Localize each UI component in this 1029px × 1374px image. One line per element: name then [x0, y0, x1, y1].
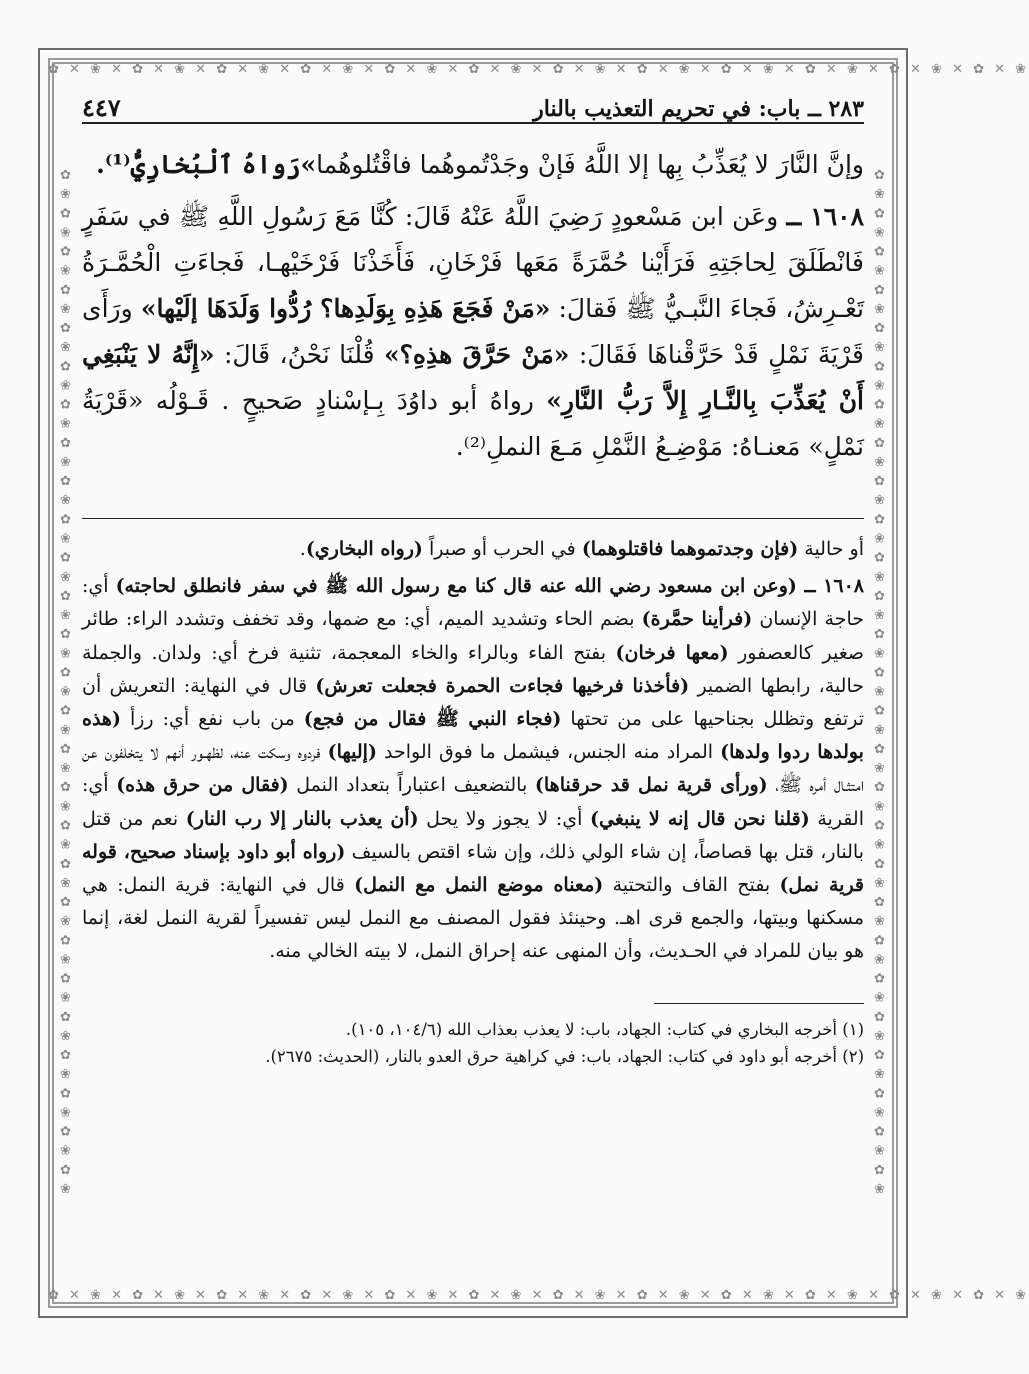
border-ornament-bottom: ✿ ✕ ❀ ✕ ✿ ✕ ❀ ✕ ✿ ✕ ❀ ✕ ✿ ✕ ❀ ✕ ✿ ✕ ❀ ✕ ✿ ✕ ❀ ✕ ✿ ✕ ❀ ✕ ✿ ✕ ❀ ✕ ✿ ✕ ❀ ✕ ✿ ✕ ❀ ✕ ✿ ✕ ❀ ✕ ✿ ✕ ❀ — [48, 1288, 1029, 1303]
commentary-quoted-text: (رواه أبو داود بإسناد صحيح، قوله قرية نمل) — [82, 840, 865, 897]
commentary-quoted-text: (فإن وجدتموهما فاقتلوهما) — [581, 538, 799, 560]
chapter-title: ٢٨٣ ــ باب: في تحريم التعذيب بالنار — [533, 96, 864, 122]
commentary-quoted-text: (وعن ابن مسعود رضي الله عنه قال كنا مع رسول الله ﷺ في سفر فانطلق لحاجته) — [115, 575, 797, 598]
hadith-quote: «مَنْ فَجَعَ هَذِهِ بِوَلَدِها؟ رُدُّوا وَلَدَهَا إلَيْها» — [140, 294, 551, 323]
hadith-text-segment: وإنَّ النَّارَ لا يُعَذِّبُ بِها إلا اللَّهُ فَإنْ وجَدْتُموهُما فاقْتُلوهُما — [316, 150, 864, 179]
hadith-number: ١٦٠٨ ــ — [786, 202, 864, 231]
commentary-quoted-text: (ورأى قرية نمل قد حرقناها) — [534, 774, 768, 797]
hadith-text-segment: وعَن ابن مَسْعودٍ رَضِيَ اللَّهُ عَنْهُ قَالَ: كُنَّا مَعَ رَسُولِ اللَّهِ ﷺ في سَفَرٍ فَانْطَلَقَ لِحاجَتِهِ فَرَأَيْنا حُمَّرَةً مَعَها فَرْخَانِ، فَأَخَذْنَا فَرْخَيْهـا، فَجاءَتِ الْحُمَّـرَةُ تَعْـرِشُ، فَجاءَ النَّبـيُّ ﷺ فَقالَ: — [82, 202, 865, 323]
footnote-1: (١) أخرجه البخاري في كتاب: الجهاد، باب: لا يعذب بعذاب الله (١٠٤/٦، ١٠٥). — [345, 1019, 864, 1039]
hadith-text-segment: رواهُ أبو داوُدَ بِـإسْنادٍ صَحيحٍ . قَـوْلُه «قَرْيَةُ نَمْلٍ» مَعنـاهُ: مَوْضِـعُ النَّمْلِ مَـعَ النملِ⁽²⁾. — [82, 386, 864, 461]
commentary-quoted-text: (رواه البخاري) — [305, 538, 423, 560]
commentary-text: بفتح الفاء وبالراء والخاء المعجمة، تثنية فرخ أي: ولدان. والجملة حالية، رابطها الضمير — [82, 641, 864, 697]
hadith-paragraph-continuation — [82, 142, 864, 188]
footnote-2: (٢) أخرجه أبو داود في كتاب: الجهاد، باب: في كراهية حرق العدو بالنار، (الحديث: ٢٦٧٥). — [265, 1046, 864, 1066]
hadith-text-segment: قُلْنَا نَحْنُ، قَالَ: — [223, 340, 375, 369]
border-ornament-top: ✿ ✕ ❀ ✕ ✿ ✕ ❀ ✕ ✿ ✕ ❀ ✕ ✿ ✕ ❀ ✕ ✿ ✕ ❀ ✕ ✿ ✕ ❀ ✕ ✿ ✕ ❀ ✕ ✿ ✕ ❀ ✕ ✿ ✕ ❀ ✕ ✿ ✕ ❀ ✕ ✿ ✕ ❀ ✕ ✿ ✕ ❀ — [48, 62, 1029, 77]
hadith-paragraph-1608 — [82, 194, 864, 470]
commentary-quoted-text: (قلنا نحن قال إنه لا ينبغي) — [590, 807, 810, 830]
footnote-divider — [654, 1003, 864, 1004]
commentary-text: من باب نفع أي: رزأ — [120, 708, 304, 731]
commentary-text: . — [299, 538, 306, 560]
commentary-text: بضم الحاء وتشديد الميم، أي: مع ضمها، وقد تخفف وتشدد الراء: طائر صغير كالعصفور — [82, 608, 864, 664]
commentary-text: المراد منه الجنس، فيشمل ما فوق الواحد — [376, 741, 721, 764]
hadith-quote: «إِنَّهُ لا يَنْبَغِي أَنْ يُعَذِّبَ بِالنَّـارِ إِلاَّ رَبُّ النَّارِ» — [82, 340, 864, 415]
commentary-text: بفتح القاف والتحتية — [603, 874, 780, 897]
hadith-text-segment: ورَأَى قَرْيَةَ نَمْلٍ قَدْ حَرَّقْناهَا فَقَالَ: — [82, 294, 865, 369]
page-header — [82, 82, 864, 124]
commentary-paragraph — [82, 533, 864, 566]
hadith-quote: «مَنْ حَرَّقَ هذِهِ؟» — [384, 340, 570, 369]
commentary-text: أي: حاجة الإنسان — [82, 575, 865, 631]
commentary-text: أي: القرية — [82, 774, 864, 830]
commentary-quoted-text: (أن يعذب بالنار إلا رب النار) — [185, 807, 419, 830]
commentary-quoted-text: (إليها) — [327, 741, 377, 764]
page-number: ٤٤٧ — [82, 93, 121, 122]
commentary-divider — [82, 518, 864, 519]
commentary-text: قال في النهاية: قرية النمل: هي مسكنها وبيتها، والجمع قرى اهـ. وحينئذ فقول المصنف مع النمل ليس تفسيراً لقرية النمل لغة، إنما هو بيان للمراد في الحـديث، وأن المنهى عنه إحراق النمل، لا بيته الخالي منه. — [82, 874, 864, 963]
border-ornament-right: ✿ ❀ ✿ ❀ ✿ ❀ ✿ ❀ ✿ ❀ ✿ ❀ ✿ ❀ ✿ ❀ ✿ ❀ ✿ ❀ ✿ ❀ ✿ ❀ ✿ ❀ ✿ ❀ ✿ ❀ ✿ ❀ ✿ ❀ ✿ ❀ ✿ ❀ ✿ ❀ ✿ ❀ ✿ ❀ ✿ ❀ ✿ ❀ ✿ ❀ ✿ ❀ ✿ ❀ — [872, 168, 887, 1198]
commentary-quoted-text: (معها فرخان) — [615, 641, 729, 664]
commentary-text: فردوه وسكت عنه، لظهـور أنهم لا يتخلفون عن امتثـال أمره ﷺ، — [82, 741, 865, 797]
commentary-paragraph — [82, 570, 864, 968]
commentary-text: نعم من قتل بالنار، قتل بها قصاصاً، إن شاء الولي ذلك، وإن شاء اقتص بالسيف — [82, 807, 864, 863]
commentary-quoted-text: (فأخذنا فرخيها فجاءت الحمرة فجعلت تعرش) — [315, 674, 690, 697]
commentary-quoted-text: (فجاء النبي ﷺ فقال من فجع) — [303, 708, 562, 731]
hadith-text — [82, 142, 864, 470]
commentary-quoted-text: (فقال من حرق هذه) — [116, 774, 289, 797]
commentary-quoted-text: (معناه موضع النمل مع النمل) — [354, 874, 604, 897]
footnotes-section — [82, 1016, 864, 1070]
commentary-text: أو حالية — [798, 538, 864, 560]
border-ornament-left: ✿ ❀ ✿ ❀ ✿ ❀ ✿ ❀ ✿ ❀ ✿ ❀ ✿ ❀ ✿ ❀ ✿ ❀ ✿ ❀ ✿ ❀ ✿ ❀ ✿ ❀ ✿ ❀ ✿ ❀ ✿ ❀ ✿ ❀ ✿ ❀ ✿ ❀ ✿ ❀ ✿ ❀ ✿ ❀ ✿ ❀ ✿ ❀ ✿ ❀ ✿ ❀ ✿ ❀ — [58, 168, 73, 1198]
commentary-quoted-text: ١٦٠٨ ــ — [796, 575, 864, 598]
commentary-text: في الحرب أو صبراً — [422, 538, 582, 560]
page-content — [82, 82, 864, 1282]
commentary-section — [82, 533, 864, 969]
commentary-text: أي: لا يجوز ولا يحل — [418, 807, 590, 830]
commentary-quoted-text: (هذه بولدها ردوا ولدها) — [82, 708, 864, 764]
commentary-text: قال في النهاية: التعريش أن ترتفع وتظلل بجناحيها على من تحتها — [82, 674, 864, 731]
hadith-source: »رَواهُ ٱلْبُخارِيُّ⁽¹⁾. — [96, 150, 317, 179]
commentary-text: بالتضعيف اعتباراً بتعداد النمل — [288, 774, 535, 797]
commentary-quoted-text: (فرأينا حمَّرة) — [641, 608, 753, 631]
